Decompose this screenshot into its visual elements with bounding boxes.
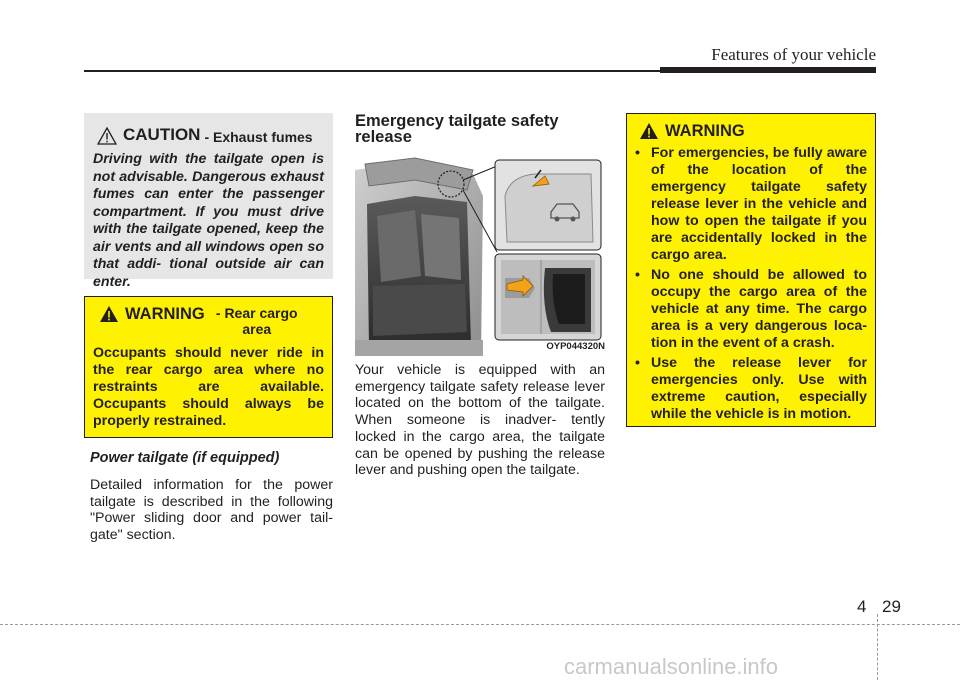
header-rule-accent <box>660 67 876 73</box>
warning-label: WARNING <box>125 305 205 323</box>
tailgate-release-illustration <box>355 156 605 356</box>
page-number: 29 <box>882 597 901 616</box>
warning-icon <box>639 122 659 140</box>
caution-heading <box>93 121 324 145</box>
warning-icon <box>99 305 119 323</box>
warning-text: Occupants should never ride in the rear cargo area where no restraints are available. Occupants should always be properly restrained. <box>93 345 324 429</box>
warning-list-item: • No one should be allowed to occupy the cargo area of the vehicle at any time. The cargo area is a very dangerous loca- tion in the event of a crash. <box>635 267 867 351</box>
caution-icon <box>97 127 117 145</box>
warning-heading <box>93 305 324 337</box>
emergency-release-heading: Emergency tailgate safety release <box>355 112 559 146</box>
page-header-title: Features of your vehicle <box>711 45 876 64</box>
warning-box-rear-cargo <box>84 296 333 438</box>
caution-label: CAUTION <box>123 125 201 144</box>
caution-subtitle: - Exhaust fumes <box>204 129 313 145</box>
figure-code: OYP044320N <box>546 341 605 352</box>
warning-heading <box>635 122 867 141</box>
caution-text: Driving with the tailgate open is not advisable. Dangerous exhaust fumes can enter the passenger compartment. If you must drive with the tailgate opened, keep the air vents and all windows open so that addi- tional outside air can enter. <box>93 151 324 290</box>
caution-box-exhaust <box>84 113 333 290</box>
warning-box-emergency-release <box>626 113 876 427</box>
warning-list-item: • For emergencies, be fully aware of the location of the emergency tailgate safety release lever in the vehicle and how to open the tailgate if you are accidentally locked in the cargo area. <box>635 145 867 263</box>
footer-page-divider <box>877 614 878 680</box>
footer-divider <box>0 624 960 625</box>
warning-label: WARNING <box>665 122 745 140</box>
chapter-number: 4 <box>857 597 867 616</box>
warning-subtitle: - Rear cargo area <box>215 305 298 337</box>
warning-list-item: • Use the release lever for emergencies only. Use with extreme caution, especially while the vehicle is in motion. <box>635 355 867 422</box>
emergency-release-text: Your vehicle is equipped with an emergency tailgate safety release lever located on the bottom of the tailgate. When someone is inadver- tently locked in the cargo area, the tailgate can be opened by pushing the release lever and pushing open the tailgate. <box>355 362 605 479</box>
power-tailgate-heading: Power tailgate (if equipped) <box>90 450 280 466</box>
watermark: carmanualsonline.info <box>564 654 779 679</box>
power-tailgate-text: Detailed information for the power tailgate is described in the following "Power sliding door and power tail- gate" section. <box>90 477 333 544</box>
warning-list <box>635 145 867 423</box>
